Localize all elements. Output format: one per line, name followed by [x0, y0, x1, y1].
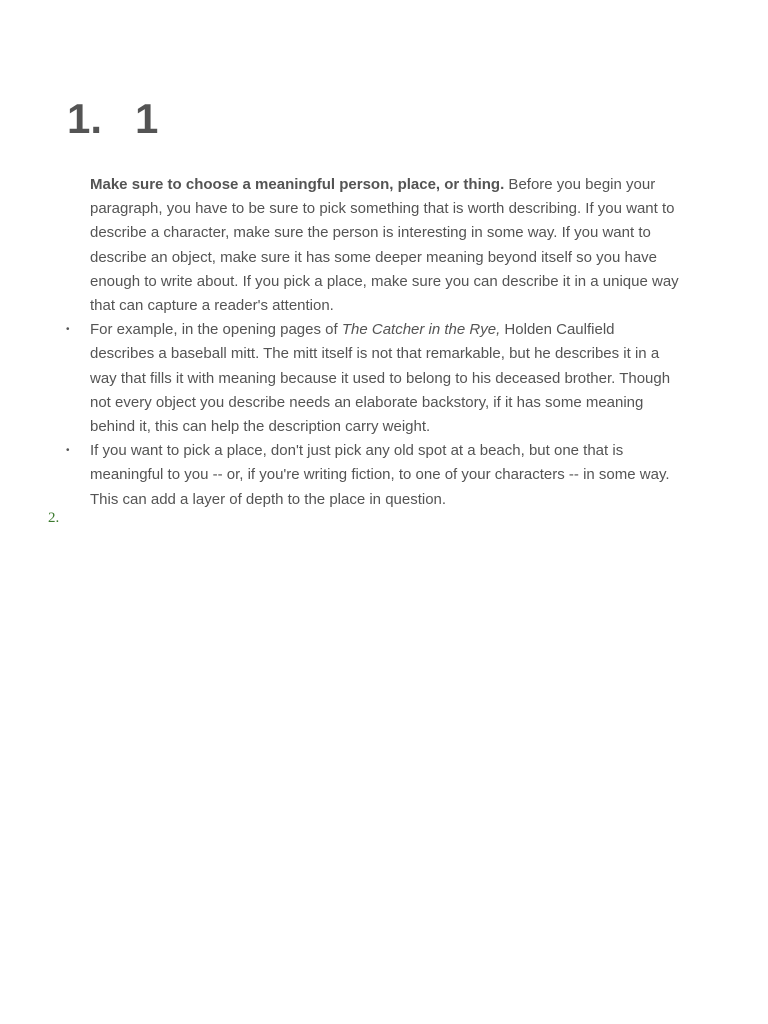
step-lead-sentence: Make sure to choose a meaningful person, place, or thing.: [90, 176, 505, 193]
step-paragraph: [90, 173, 682, 318]
step-number: 1.: [67, 95, 103, 142]
tip-item: [66, 439, 682, 512]
bullet-icon: •: [66, 445, 70, 457]
tips-list: [66, 318, 682, 512]
step-heading: [67, 91, 158, 147]
book-title: The Catcher in the Rye,: [341, 321, 501, 339]
step-body-text: Before you begin your paragraph, you have to be sure to pick something that is worth describing. If you want to describe a character, make sure the person is interesting in some way. If you want to describe an object, make sure it has some deeper meaning beyond itself so you have enough to write about. If you pick a place, make sure you can describe it in a unique way that can capture a reader's attention.: [90, 176, 679, 315]
step-heading-text: 1: [135, 95, 159, 142]
tip-text-before: For example, in the opening pages of: [90, 321, 342, 339]
next-step-marker: 2.: [48, 510, 60, 526]
tip-text-after: Holden Caulfield describes a baseball mitt. The mitt itself is not that remarkable, but he describes it in a way that fills it with meaning because it used to belong to his deceased brother. Though not every object you describe needs an elaborate backstory, if it has some meaning behind it, this can help the description carry weight.: [90, 321, 671, 436]
tip-text: If you want to pick a place, don't just pick any old spot at a beach, but one that is meaningful to you -- or, if you're writing fiction, to one of your characters -- in some way. This can add a layer of depth to the place in question.: [90, 442, 670, 508]
step-content: [66, 173, 682, 512]
tip-item: [66, 318, 682, 439]
bullet-icon: •: [66, 324, 70, 336]
